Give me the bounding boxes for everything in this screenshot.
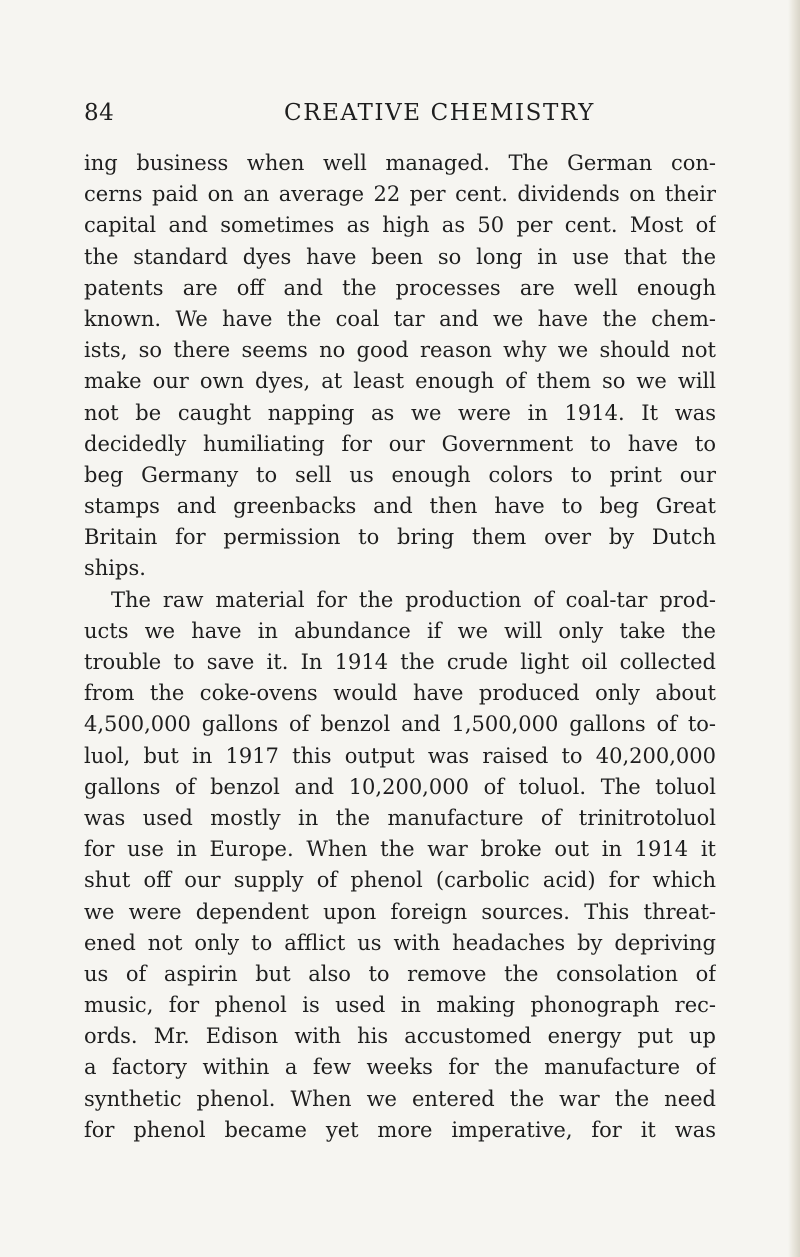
text-line: luol, but in 1917 this output was raised to 40,200,000 xyxy=(84,743,716,768)
text-line: 4,500,000 gallons of benzol and 1,500,000 gallons of to- xyxy=(84,712,716,737)
text-line: beg Germany to sell us enough colors to print our xyxy=(84,462,716,487)
text-line: capital and sometimes as high as 50 per cent. Most of xyxy=(84,213,716,238)
text-line: music, for phenol is used in making phonograph rec- xyxy=(84,993,716,1018)
body-text xyxy=(84,148,716,1146)
text-line: for phenol became yet more imperative, for it was xyxy=(84,1117,716,1142)
text-line: the standard dyes have been so long in use that the xyxy=(84,244,716,269)
page-edge-shadow xyxy=(788,0,800,1257)
text-line: patents are off and the processes are well enough xyxy=(84,275,716,300)
paragraph xyxy=(84,148,716,585)
text-line: The raw material for the production of coal-tar prod- xyxy=(111,587,716,612)
text-line: ened not only to afflict us with headaches by depriving xyxy=(84,930,716,955)
paragraph xyxy=(84,585,716,1146)
page-number: 84 xyxy=(84,100,115,126)
text-line: we were dependent upon foreign sources. This threat- xyxy=(84,899,716,924)
page-header xyxy=(84,100,716,132)
text-line: for use in Europe. When the war broke out in 1914 it xyxy=(84,837,716,862)
text-line: not be caught napping as we were in 1914. It was xyxy=(84,400,716,425)
text-line: from the coke-ovens would have produced only about xyxy=(84,681,716,706)
text-line: make our own dyes, at least enough of them so we will xyxy=(84,369,716,394)
text-line: ords. Mr. Edison with his accustomed energy put up xyxy=(84,1024,716,1049)
text-line: stamps and greenbacks and then have to beg Great xyxy=(84,494,716,519)
text-line: decidedly humiliating for our Government to have to xyxy=(84,431,716,456)
text-line: Britain for permission to bring them over by Dutch xyxy=(84,525,716,550)
text-line: ists, so there seems no good reason why we should not xyxy=(84,338,716,363)
running-head: CREATIVE CHEMISTRY xyxy=(284,100,595,126)
text-line: shut off our supply of phenol (carbolic acid) for which xyxy=(84,868,716,893)
text-line: gallons of benzol and 10,200,000 of toluol. The toluol xyxy=(84,774,716,799)
text-line: ships. xyxy=(84,556,146,581)
text-line: synthetic phenol. When we entered the war the need xyxy=(84,1086,716,1111)
text-line: us of aspirin but also to remove the consolation of xyxy=(84,961,716,986)
text-line: ucts we have in abundance if we will only take the xyxy=(84,618,716,643)
text-line: cerns paid on an average 22 per cent. dividends on their xyxy=(84,182,716,207)
text-line: was used mostly in the manufacture of trinitrotoluol xyxy=(84,805,716,830)
text-line: known. We have the coal tar and we have the chem- xyxy=(84,306,716,331)
text-line: ing business when well managed. The German con- xyxy=(84,151,716,175)
text-line: trouble to save it. In 1914 the crude light oil collected xyxy=(84,650,716,674)
text-line: a factory within a few weeks for the manufacture of xyxy=(84,1055,716,1080)
